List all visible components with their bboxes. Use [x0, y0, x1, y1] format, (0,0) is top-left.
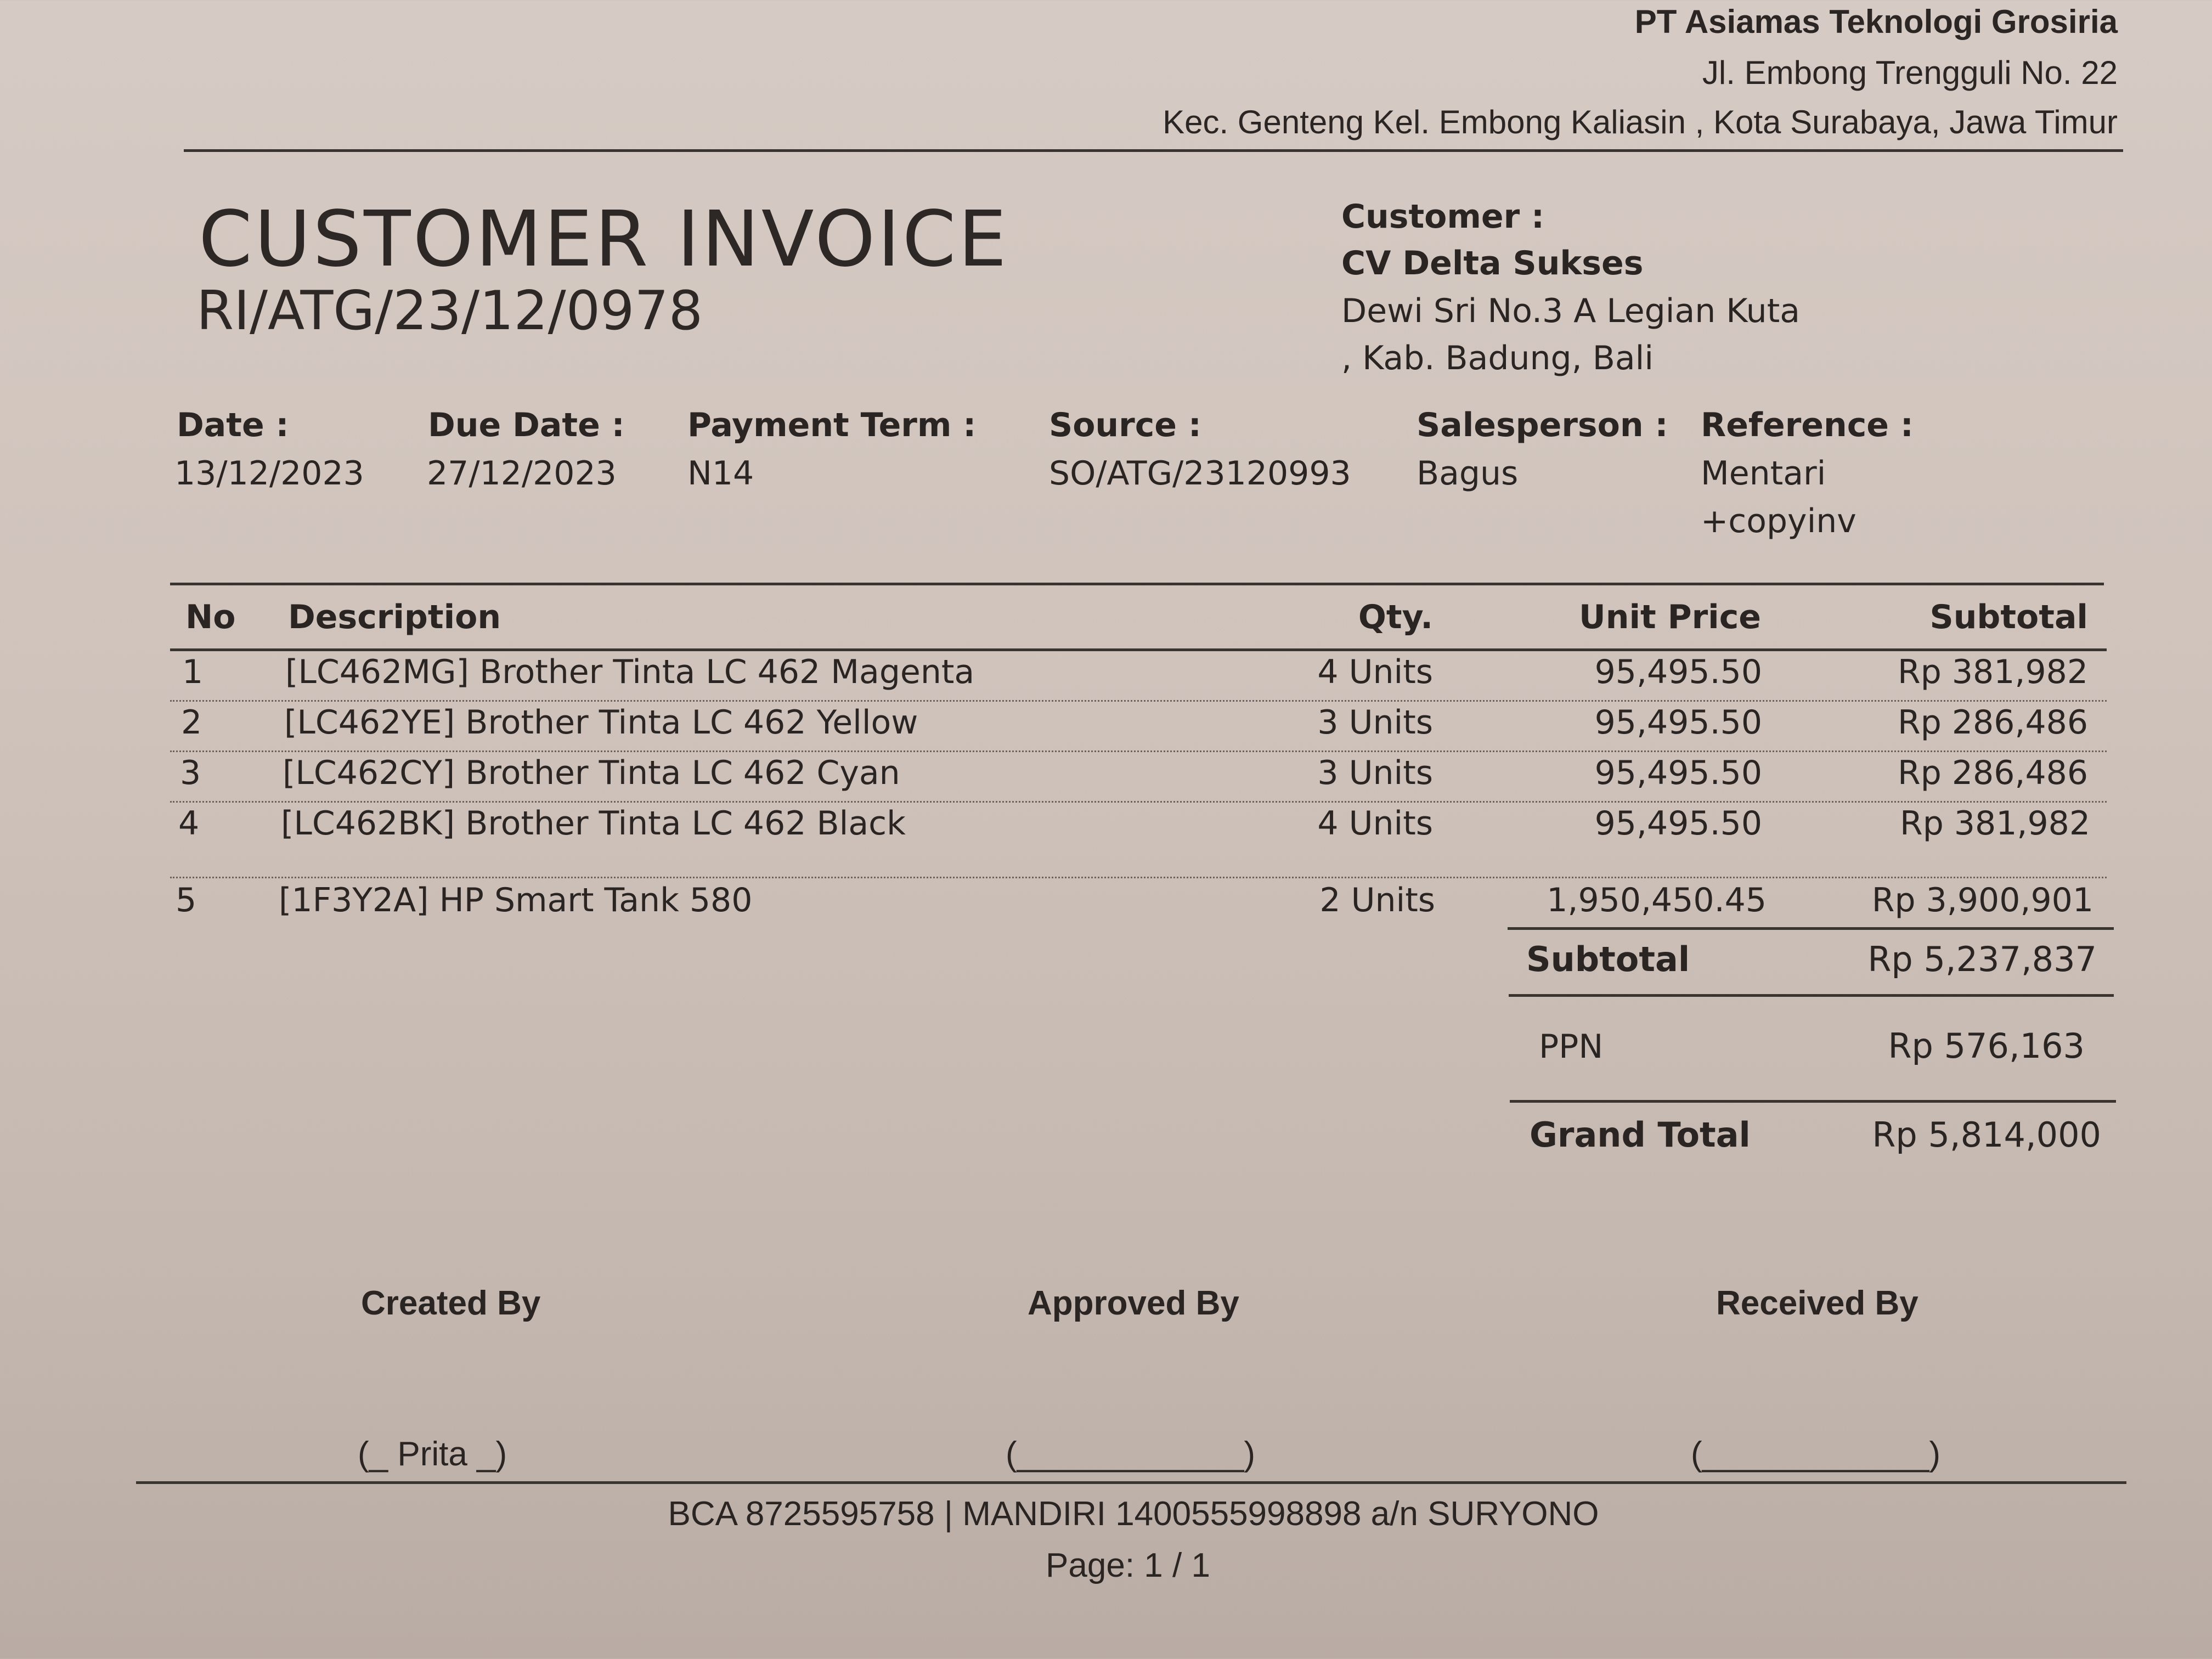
row-description: [LC462BK] Brother Tinta LC 462 Black — [281, 804, 906, 843]
customer-label: Customer : — [1341, 198, 1545, 236]
customer-address-2: , Kab. Badung, Bali — [1341, 339, 1654, 377]
row-description: [1F3Y2A] HP Smart Tank 580 — [279, 881, 753, 919]
footer-divider — [136, 1481, 2126, 1484]
row-unit-price: 95,495.50 — [1594, 703, 1762, 742]
date-label: Date : — [177, 406, 289, 444]
row-subtotal: Rp 286,486 — [1898, 703, 2088, 742]
totals-top-rule — [1508, 927, 2114, 930]
row-description: [LC462MG] Brother Tinta LC 462 Magenta — [285, 653, 975, 691]
ppn-rule — [1510, 1100, 2116, 1103]
row-divider — [170, 801, 2107, 803]
company-address-1: Jl. Embong Trengguli No. 22 — [1702, 54, 2118, 91]
row-no: 5 — [176, 881, 197, 919]
subtotal-rule — [1509, 994, 2114, 997]
source-value: SO/ATG/23120993 — [1049, 454, 1351, 493]
row-no: 3 — [180, 754, 201, 792]
row-no: 1 — [182, 653, 204, 691]
row-subtotal: Rp 381,982 — [1900, 804, 2090, 843]
reference-label: Reference : — [1701, 406, 1914, 444]
reference-value-1: Mentari — [1701, 454, 1826, 493]
grand-total-value: Rp 5,814,000 — [1872, 1115, 2101, 1155]
col-header-no: No — [185, 598, 236, 636]
col-header-qty: Qty. — [1358, 598, 1433, 636]
ppn-label: PPN — [1539, 1028, 1604, 1066]
company-name: PT Asiamas Teknologi Grosiria — [1634, 3, 2118, 40]
row-no: 4 — [178, 804, 200, 843]
received-by-signature: (____________) — [1691, 1435, 1941, 1473]
approved-by-label: Approved By — [1028, 1284, 1239, 1322]
row-unit-price: 95,495.50 — [1594, 653, 1762, 691]
row-unit-price: 95,495.50 — [1594, 754, 1762, 792]
page-number: Page: 1 / 1 — [1046, 1547, 1210, 1584]
table-row — [0, 703, 2212, 753]
table-row — [0, 754, 2212, 803]
due-date-value: 27/12/2023 — [427, 454, 617, 493]
salesperson-value: Bagus — [1417, 454, 1519, 493]
due-date-label: Due Date : — [428, 406, 625, 444]
payment-term-value: N14 — [687, 454, 754, 493]
source-label: Source : — [1049, 406, 1201, 444]
subtotal-value: Rp 5,237,837 — [1867, 939, 2097, 979]
row-description: [LC462YE] Brother Tinta LC 462 Yellow — [284, 703, 918, 742]
row-subtotal: Rp 3,900,901 — [1871, 881, 2094, 919]
created-by-label: Created By — [361, 1284, 541, 1322]
table-header-rule — [170, 648, 2107, 651]
row-subtotal: Rp 286,486 — [1898, 754, 2088, 792]
company-address-2: Kec. Genteng Kel. Embong Kaliasin , Kota Surabaya, Jawa Timur — [1163, 104, 2118, 140]
table-row — [0, 881, 2212, 930]
row-qty: 3 Units — [1317, 754, 1433, 792]
row-qty: 3 Units — [1317, 703, 1433, 742]
invoice-number: RI/ATG/23/12/0978 — [196, 280, 703, 342]
payment-term-label: Payment Term : — [687, 406, 977, 444]
row-qty: 4 Units — [1317, 804, 1433, 843]
row-divider — [170, 700, 2107, 702]
row-subtotal: Rp 381,982 — [1898, 653, 2088, 691]
row-no: 2 — [181, 703, 202, 742]
date-value: 13/12/2023 — [174, 454, 364, 493]
row-qty: 4 Units — [1317, 653, 1433, 691]
table-row — [0, 653, 2212, 702]
row-qty: 2 Units — [1319, 881, 1435, 919]
salesperson-label: Salesperson : — [1417, 406, 1668, 444]
subtotal-label: Subtotal — [1526, 939, 1690, 979]
row-description: [LC462CY] Brother Tinta LC 462 Cyan — [283, 754, 900, 792]
received-by-label: Received By — [1716, 1284, 1918, 1322]
created-by-signature: (_ Prita _) — [358, 1435, 507, 1473]
ppn-value: Rp 576,163 — [1888, 1026, 2085, 1066]
col-header-subtotal: Subtotal — [1929, 598, 2088, 636]
row-unit-price: 1,950,450.45 — [1547, 881, 1767, 919]
bank-info: BCA 8725595758 | MANDIRI 1400555998898 a/n SURYONO — [668, 1495, 1599, 1533]
reference-value-2: +copyinv — [1701, 502, 1857, 540]
row-divider — [170, 877, 2107, 878]
col-header-unit-price: Unit Price — [1579, 598, 1761, 636]
customer-name: CV Delta Sukses — [1341, 244, 1644, 283]
invoice-title: CUSTOMER INVOICE — [199, 195, 1009, 284]
grand-total-label: Grand Total — [1530, 1115, 1751, 1155]
table-top-rule — [170, 583, 2104, 585]
customer-address-1: Dewi Sri No.3 A Legian Kuta — [1341, 292, 1800, 330]
table-row — [0, 804, 2212, 854]
row-unit-price: 95,495.50 — [1594, 804, 1762, 843]
row-divider — [170, 751, 2107, 752]
col-header-description: Description — [288, 598, 501, 636]
approved-by-signature: (____________) — [1006, 1435, 1256, 1473]
header-divider — [184, 149, 2123, 152]
